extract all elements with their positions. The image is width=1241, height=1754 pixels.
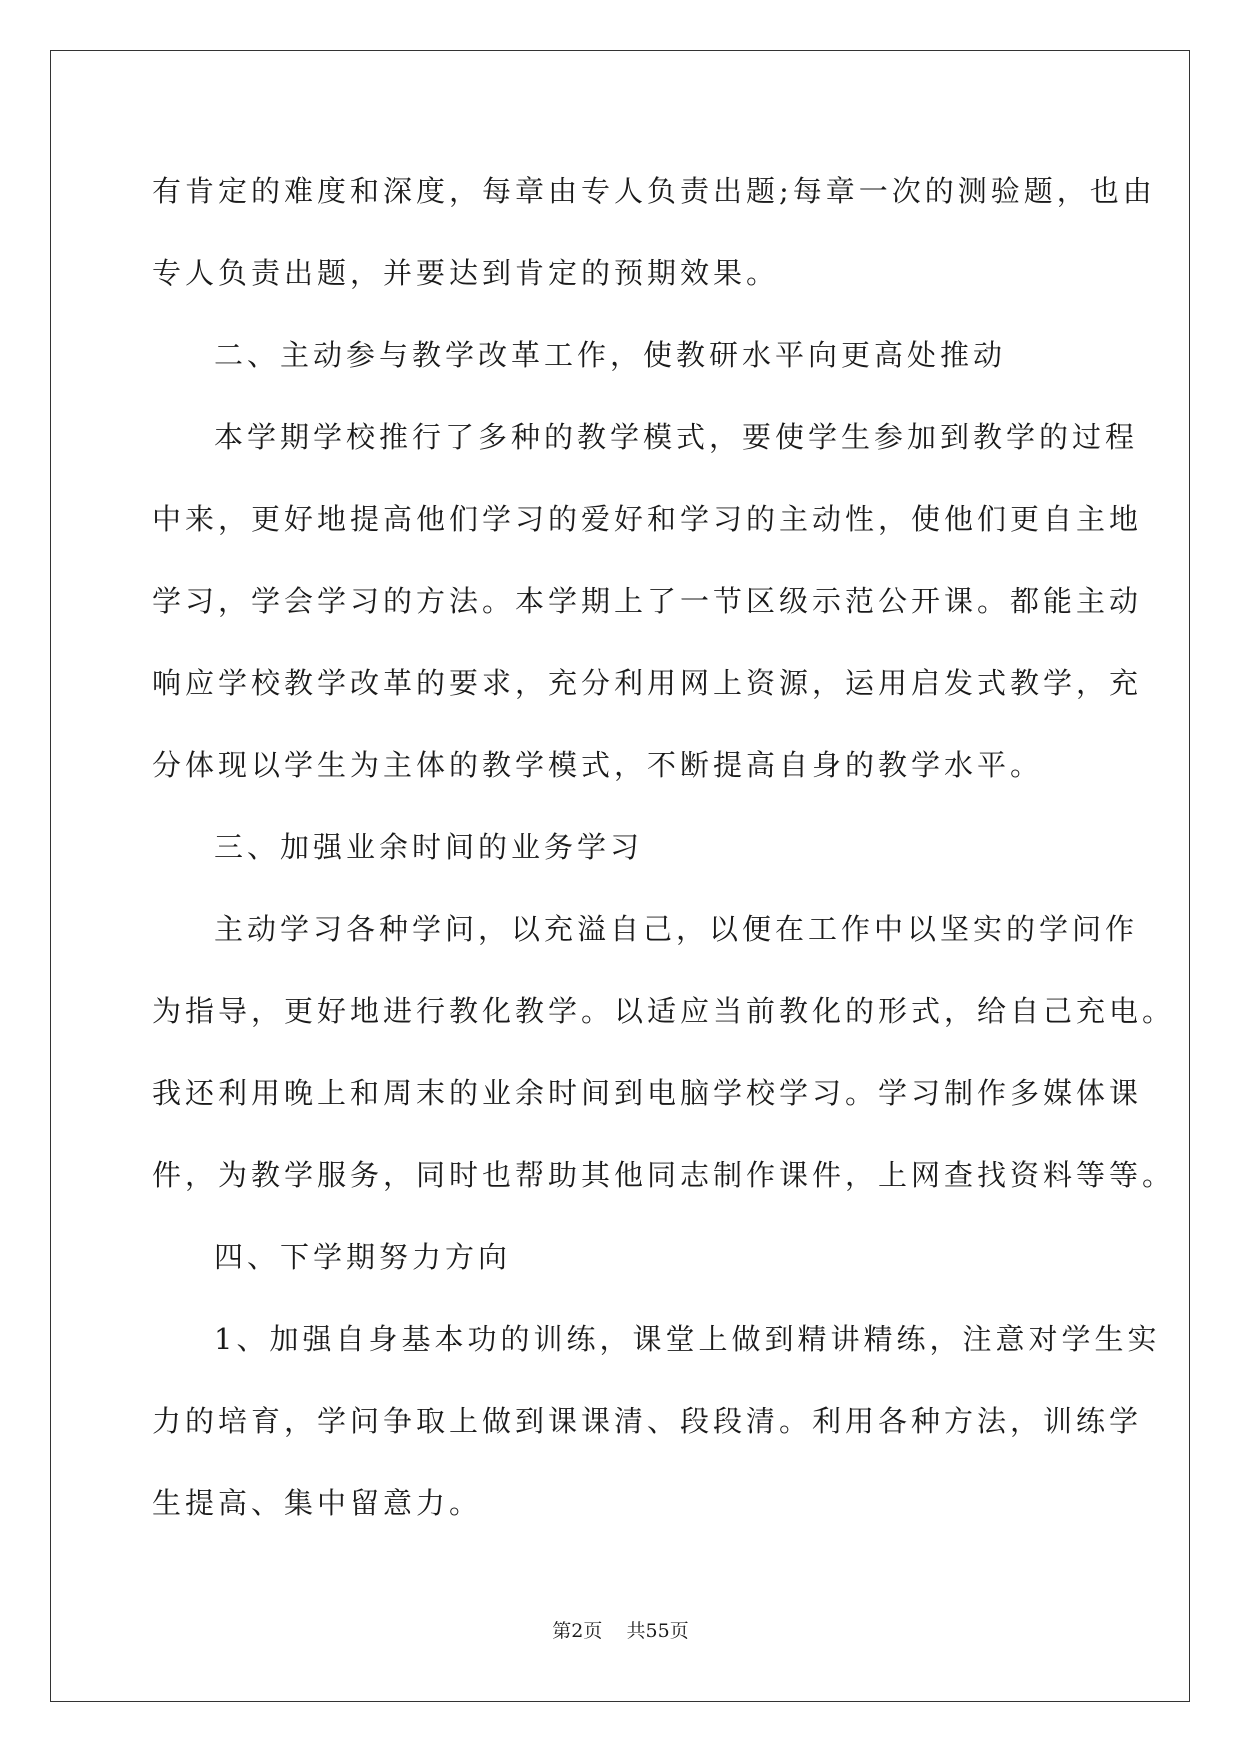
text-line: 学习，学会学习的方法。本学期上了一节区级示范公开课。都能主动 <box>152 584 1143 618</box>
section-heading: 二、主动参与教学改革工作，使教研水平向更高处推动 <box>214 338 1007 372</box>
paragraph-first-line: 主动学习各种学问，以充溢自己，以便在工作中以坚实的学问作 <box>214 912 1139 946</box>
page-total: 共55页 <box>626 1620 689 1642</box>
text-line: 力的培育，学问争取上做到课课清、段段清。利用各种方法，训练学 <box>152 1404 1143 1438</box>
paragraph-first-line: 1、加强自身基本功的训练，课堂上做到精讲精练，注意对学生实 <box>214 1322 1161 1356</box>
page-number: 第2页 <box>552 1620 603 1642</box>
text-line: 中来，更好地提高他们学习的爱好和学习的主动性，使他们更自主地 <box>152 502 1143 536</box>
section-heading: 四、下学期努力方向 <box>214 1240 512 1274</box>
text-line: 生提高、集中留意力。 <box>152 1486 483 1520</box>
text-line: 件，为教学服务，同时也帮助其他同志制作课件，上网查找资料等等。 <box>152 1158 1176 1192</box>
text-line: 为指导，更好地进行教化教学。以适应当前教化的形式，给自己充电。 <box>152 994 1176 1028</box>
text-line: 分体现以学生为主体的教学模式，不断提高自身的教学水平。 <box>152 748 1044 782</box>
document-body <box>152 150 1176 1544</box>
text-line: 我还利用晚上和周末的业余时间到电脑学校学习。学习制作多媒体课 <box>152 1076 1143 1110</box>
text-line: 专人负责出题，并要达到肯定的预期效果。 <box>152 256 780 290</box>
text-line: 响应学校教学改革的要求，充分利用网上资源，运用启发式教学，充 <box>152 666 1143 700</box>
page-footer <box>0 1616 1241 1643</box>
text-line: 有肯定的难度和深度，每章由专人负责出题;每章一次的测验题，也由 <box>152 174 1156 208</box>
paragraph-first-line: 本学期学校推行了多种的教学模式，要使学生参加到教学的过程 <box>214 420 1139 454</box>
section-heading: 三、加强业余时间的业务学习 <box>214 830 644 864</box>
